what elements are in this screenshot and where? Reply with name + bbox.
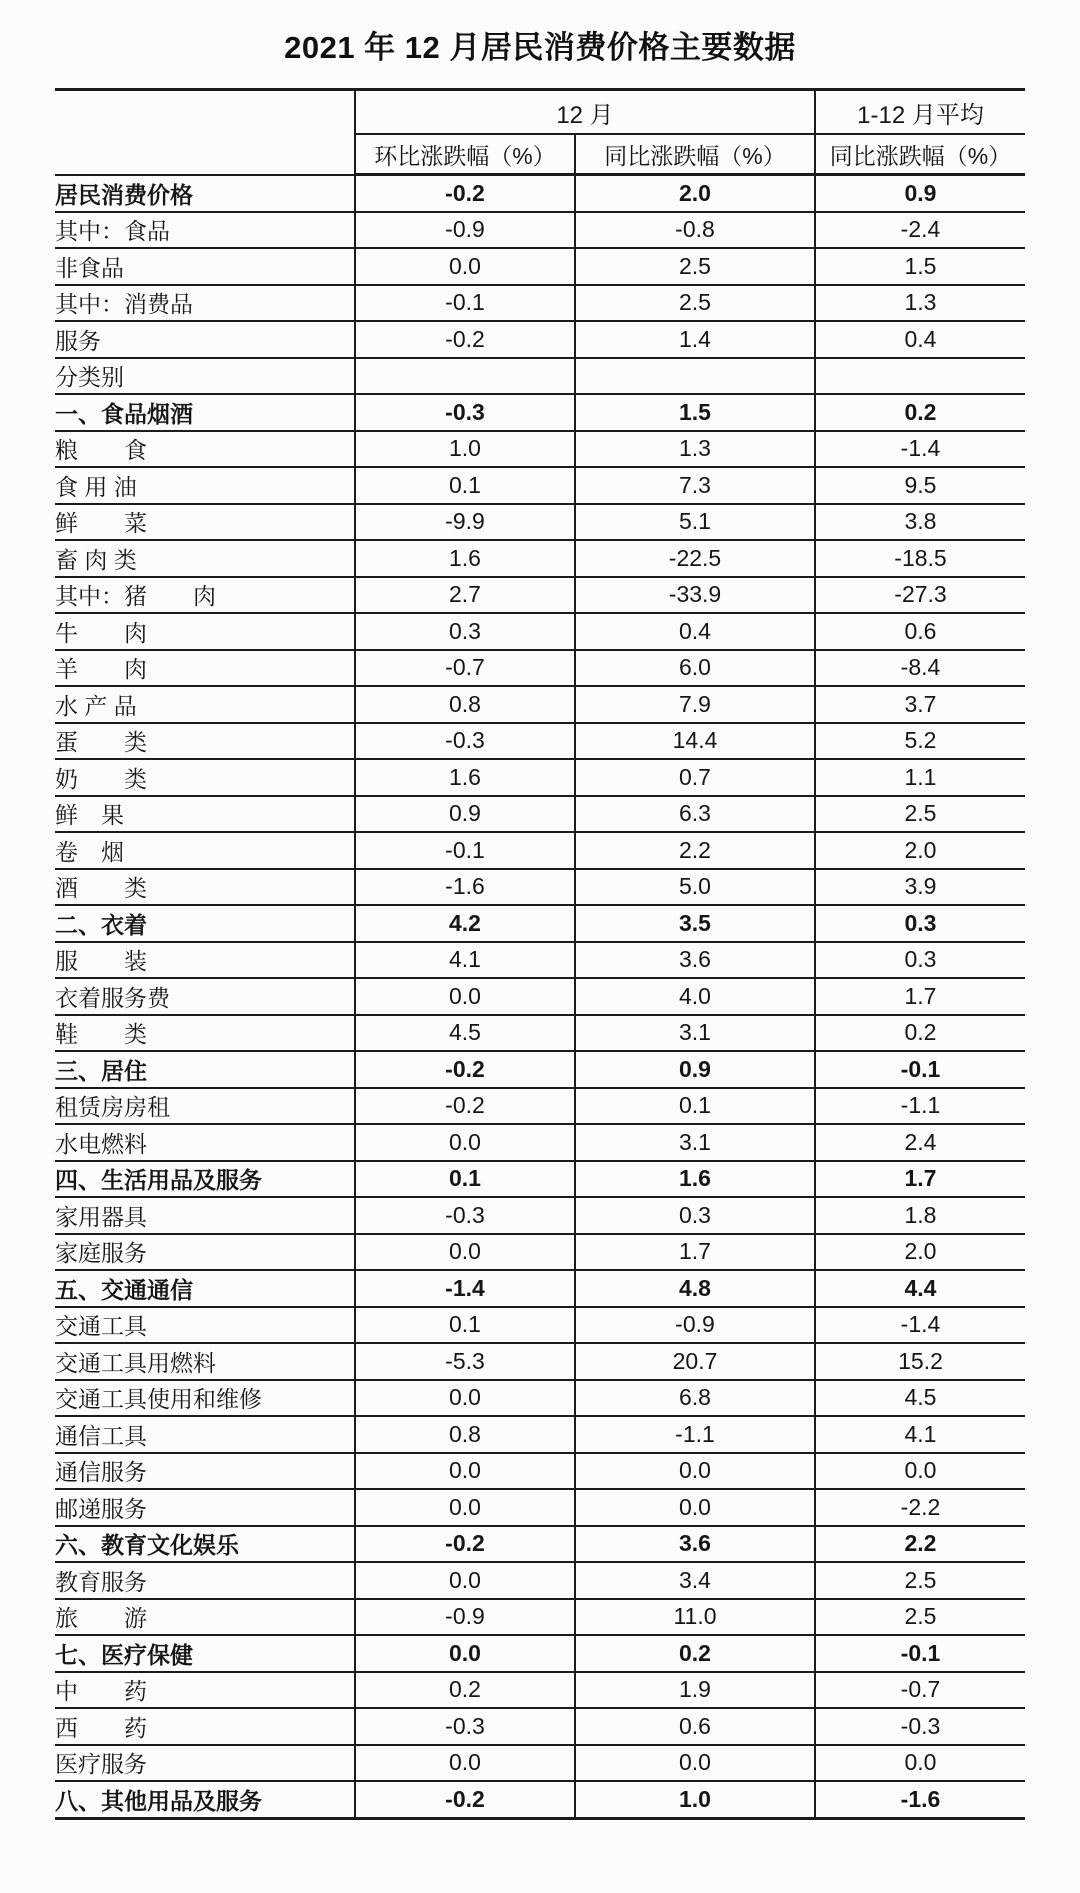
cell-yoy: 11.0 (575, 1599, 815, 1636)
cell-yoy: 0.0 (575, 1745, 815, 1782)
cell-mom: 2.7 (355, 577, 575, 614)
table-row (55, 1416, 1025, 1453)
cell-mom: 0.0 (355, 248, 575, 285)
row-label: 五、交通通信 (55, 1270, 355, 1307)
row-label: 服务 (55, 321, 355, 358)
cell-yoy: 0.6 (575, 1708, 815, 1745)
row-label: 七、医疗保健 (55, 1635, 355, 1672)
cell-yoy: -0.8 (575, 212, 815, 249)
header-mom: 环比涨跌幅（%） (355, 134, 575, 175)
cell-avg: 15.2 (815, 1343, 1025, 1380)
cell-avg: -0.1 (815, 1051, 1025, 1088)
cell-yoy: -1.1 (575, 1416, 815, 1453)
table-row (55, 759, 1025, 796)
cell-yoy: 3.6 (575, 942, 815, 979)
cell-mom: 0.0 (355, 1380, 575, 1417)
cell-avg: 2.0 (815, 1234, 1025, 1271)
cell-mom: 0.8 (355, 1416, 575, 1453)
cell-yoy: 2.5 (575, 285, 815, 322)
table-row (55, 1562, 1025, 1599)
cell-mom: -0.3 (355, 723, 575, 760)
cell-avg: -1.4 (815, 431, 1025, 468)
row-label: 通信工具 (55, 1416, 355, 1453)
row-label: 一、食品烟酒 (55, 394, 355, 431)
cell-mom: -0.3 (355, 1197, 575, 1234)
cell-avg: 3.7 (815, 686, 1025, 723)
cell-avg: 3.8 (815, 504, 1025, 541)
cell-avg: 1.1 (815, 759, 1025, 796)
cell-avg: -2.4 (815, 212, 1025, 249)
cell-yoy: 3.6 (575, 1526, 815, 1563)
row-label: 邮递服务 (55, 1489, 355, 1526)
cell-mom: 4.2 (355, 905, 575, 942)
table-row (55, 723, 1025, 760)
row-label: 分类别 (55, 358, 355, 395)
cell-avg: 1.8 (815, 1197, 1025, 1234)
cell-avg: 0.0 (815, 1453, 1025, 1490)
table-row (55, 504, 1025, 541)
cell-mom: -9.9 (355, 504, 575, 541)
table-row (55, 942, 1025, 979)
cell-mom: 1.0 (355, 431, 575, 468)
cell-mom: 0.0 (355, 1124, 575, 1161)
cell-avg: -0.7 (815, 1672, 1025, 1709)
table-row (55, 1635, 1025, 1672)
cell-yoy: 1.4 (575, 321, 815, 358)
cell-mom: 0.0 (355, 978, 575, 1015)
cell-mom: 1.6 (355, 759, 575, 796)
cell-avg: 1.7 (815, 1161, 1025, 1198)
table-row (55, 577, 1025, 614)
row-label: 教育服务 (55, 1562, 355, 1599)
table-row (55, 1270, 1025, 1307)
cell-mom: -0.7 (355, 650, 575, 687)
cell-mom: 0.0 (355, 1745, 575, 1782)
cell-avg: 4.4 (815, 1270, 1025, 1307)
cell-yoy: 3.1 (575, 1015, 815, 1052)
cell-avg: 4.5 (815, 1380, 1025, 1417)
cell-mom: 0.1 (355, 467, 575, 504)
cell-yoy: 0.1 (575, 1088, 815, 1125)
cell-mom: 4.1 (355, 942, 575, 979)
table-row (55, 1526, 1025, 1563)
table-row (55, 1015, 1025, 1052)
cell-yoy: 6.3 (575, 796, 815, 833)
header-avg-group: 1-12 月平均 (815, 90, 1025, 135)
header-dec-group: 12 月 (355, 90, 815, 135)
row-label: 三、居住 (55, 1051, 355, 1088)
cell-mom: 0.0 (355, 1562, 575, 1599)
row-label: 其中：消费品 (55, 285, 355, 322)
cell-avg: 0.3 (815, 942, 1025, 979)
cell-avg: 4.1 (815, 1416, 1025, 1453)
cell-mom: -0.9 (355, 1599, 575, 1636)
cell-avg: 2.5 (815, 796, 1025, 833)
cell-avg: 0.0 (815, 1745, 1025, 1782)
cell-avg: 1.3 (815, 285, 1025, 322)
cell-mom: -0.2 (355, 175, 575, 212)
cell-yoy: 0.0 (575, 1453, 815, 1490)
cell-yoy: 1.0 (575, 1781, 815, 1818)
row-label: 八、其他用品及服务 (55, 1781, 355, 1818)
row-label: 服 装 (55, 942, 355, 979)
row-label: 奶 类 (55, 759, 355, 796)
row-label: 中 药 (55, 1672, 355, 1709)
cell-mom: -5.3 (355, 1343, 575, 1380)
cell-avg: 0.6 (815, 613, 1025, 650)
table-row (55, 1088, 1025, 1125)
table-row (55, 175, 1025, 212)
cell-mom: 0.1 (355, 1161, 575, 1198)
page-title: 2021 年 12 月居民消费价格主要数据 (284, 30, 796, 65)
cell-avg: -1.4 (815, 1307, 1025, 1344)
row-label: 交通工具使用和维修 (55, 1380, 355, 1417)
cell-avg: 0.2 (815, 394, 1025, 431)
cell-yoy: 7.3 (575, 467, 815, 504)
row-label: 六、教育文化娱乐 (55, 1526, 355, 1563)
table-row (55, 1380, 1025, 1417)
cell-mom: 0.0 (355, 1234, 575, 1271)
cell-avg (815, 358, 1025, 395)
row-label: 医疗服务 (55, 1745, 355, 1782)
row-label: 鞋 类 (55, 1015, 355, 1052)
cell-yoy: -0.9 (575, 1307, 815, 1344)
table-row (55, 394, 1025, 431)
cell-yoy: -33.9 (575, 577, 815, 614)
table-row (55, 686, 1025, 723)
cell-yoy: 20.7 (575, 1343, 815, 1380)
table-row (55, 796, 1025, 833)
table-row (55, 248, 1025, 285)
cell-avg: 2.5 (815, 1562, 1025, 1599)
row-label: 交通工具用燃料 (55, 1343, 355, 1380)
header-corner-cell (55, 90, 355, 175)
row-label: 羊 肉 (55, 650, 355, 687)
cell-yoy: 3.4 (575, 1562, 815, 1599)
cell-avg: -1.6 (815, 1781, 1025, 1818)
table-row (55, 1197, 1025, 1234)
cell-avg: 0.9 (815, 175, 1025, 212)
table-row (55, 1234, 1025, 1271)
table-row (55, 1599, 1025, 1636)
table-row (55, 1161, 1025, 1198)
table-row (55, 1781, 1025, 1818)
table-row (55, 1124, 1025, 1161)
table-row (55, 832, 1025, 869)
cell-avg: 1.5 (815, 248, 1025, 285)
cell-mom: 1.6 (355, 540, 575, 577)
cpi-table (55, 88, 1025, 1820)
row-label: 鲜 菜 (55, 504, 355, 541)
cell-yoy: 1.6 (575, 1161, 815, 1198)
row-label: 非食品 (55, 248, 355, 285)
table-row (55, 1453, 1025, 1490)
cell-yoy: 3.1 (575, 1124, 815, 1161)
row-label: 水电燃料 (55, 1124, 355, 1161)
cell-avg: 5.2 (815, 723, 1025, 760)
cell-mom: -1.4 (355, 1270, 575, 1307)
cell-avg: 2.0 (815, 832, 1025, 869)
table-row (55, 285, 1025, 322)
table-row (55, 650, 1025, 687)
row-label: 租赁房房租 (55, 1088, 355, 1125)
cell-yoy: 4.0 (575, 978, 815, 1015)
cell-yoy: 14.4 (575, 723, 815, 760)
cell-yoy: 0.7 (575, 759, 815, 796)
cell-yoy: 0.4 (575, 613, 815, 650)
row-label: 西 药 (55, 1708, 355, 1745)
row-label: 二、衣着 (55, 905, 355, 942)
table-row (55, 1745, 1025, 1782)
cell-avg: 2.2 (815, 1526, 1025, 1563)
cell-avg: 2.5 (815, 1599, 1025, 1636)
row-label: 卷 烟 (55, 832, 355, 869)
row-label: 交通工具 (55, 1307, 355, 1344)
row-label: 食 用 油 (55, 467, 355, 504)
cell-mom: 0.2 (355, 1672, 575, 1709)
row-label: 其中：食品 (55, 212, 355, 249)
cell-avg: 2.4 (815, 1124, 1025, 1161)
table-row (55, 1343, 1025, 1380)
cell-yoy: 0.3 (575, 1197, 815, 1234)
cell-mom: -0.2 (355, 321, 575, 358)
row-label: 蛋 类 (55, 723, 355, 760)
row-label: 家庭服务 (55, 1234, 355, 1271)
cell-avg: -0.3 (815, 1708, 1025, 1745)
cell-mom: -0.2 (355, 1526, 575, 1563)
cell-mom: -0.2 (355, 1781, 575, 1818)
cell-mom: 4.5 (355, 1015, 575, 1052)
cell-mom: 0.0 (355, 1489, 575, 1526)
table-row (55, 467, 1025, 504)
cell-mom: 0.8 (355, 686, 575, 723)
row-label: 衣着服务费 (55, 978, 355, 1015)
table-row (55, 1672, 1025, 1709)
cell-avg: 1.7 (815, 978, 1025, 1015)
cell-yoy: 1.5 (575, 394, 815, 431)
table-row (55, 978, 1025, 1015)
row-label: 四、生活用品及服务 (55, 1161, 355, 1198)
cell-avg: 0.4 (815, 321, 1025, 358)
row-label: 酒 类 (55, 869, 355, 906)
row-label: 牛 肉 (55, 613, 355, 650)
header-yoy: 同比涨跌幅（%） (575, 134, 815, 175)
header-avg-yoy: 同比涨跌幅（%） (815, 134, 1025, 175)
cell-avg: -27.3 (815, 577, 1025, 614)
cell-avg: 0.3 (815, 905, 1025, 942)
cell-mom: -0.3 (355, 394, 575, 431)
cell-yoy: 5.0 (575, 869, 815, 906)
row-label: 粮 食 (55, 431, 355, 468)
cell-yoy: -22.5 (575, 540, 815, 577)
cell-yoy: 7.9 (575, 686, 815, 723)
table-row (55, 212, 1025, 249)
cell-mom: 0.0 (355, 1453, 575, 1490)
row-label: 家用器具 (55, 1197, 355, 1234)
cell-mom: 0.9 (355, 796, 575, 833)
table-row (55, 431, 1025, 468)
cell-yoy: 4.8 (575, 1270, 815, 1307)
cell-yoy: 2.5 (575, 248, 815, 285)
cell-mom: -0.1 (355, 832, 575, 869)
cell-yoy: 3.5 (575, 905, 815, 942)
row-label: 通信服务 (55, 1453, 355, 1490)
table-row (55, 613, 1025, 650)
cell-avg: -8.4 (815, 650, 1025, 687)
table-row (55, 1051, 1025, 1088)
cell-yoy: 2.0 (575, 175, 815, 212)
cell-avg: 9.5 (815, 467, 1025, 504)
row-label: 其中：猪 肉 (55, 577, 355, 614)
table-row (55, 540, 1025, 577)
cell-mom: 0.0 (355, 1635, 575, 1672)
cell-mom: -0.1 (355, 285, 575, 322)
table-row (55, 905, 1025, 942)
cell-yoy: 1.3 (575, 431, 815, 468)
table-row (55, 869, 1025, 906)
cell-yoy: 1.9 (575, 1672, 815, 1709)
cell-mom (355, 358, 575, 395)
table-body (55, 175, 1025, 1819)
table-row (55, 321, 1025, 358)
cell-yoy: 6.0 (575, 650, 815, 687)
table-header (55, 90, 1025, 175)
cell-avg: -18.5 (815, 540, 1025, 577)
cell-yoy: 0.0 (575, 1489, 815, 1526)
table-row (55, 1708, 1025, 1745)
table-row (55, 1307, 1025, 1344)
row-label: 畜 肉 类 (55, 540, 355, 577)
row-label: 鲜 果 (55, 796, 355, 833)
cell-mom: -1.6 (355, 869, 575, 906)
table-row (55, 358, 1025, 395)
cell-avg: -2.2 (815, 1489, 1025, 1526)
cell-yoy: 0.2 (575, 1635, 815, 1672)
row-label: 居民消费价格 (55, 175, 355, 212)
cell-mom: 0.3 (355, 613, 575, 650)
row-label: 水 产 品 (55, 686, 355, 723)
cell-avg: 0.2 (815, 1015, 1025, 1052)
cell-mom: -0.3 (355, 1708, 575, 1745)
cell-mom: 0.1 (355, 1307, 575, 1344)
header-group-row (55, 90, 1025, 135)
cell-mom: -0.2 (355, 1088, 575, 1125)
cell-yoy: 0.9 (575, 1051, 815, 1088)
cell-avg: -0.1 (815, 1635, 1025, 1672)
table-row (55, 1489, 1025, 1526)
cell-avg: 3.9 (815, 869, 1025, 906)
cell-yoy: 2.2 (575, 832, 815, 869)
cell-avg: -1.1 (815, 1088, 1025, 1125)
cell-yoy: 6.8 (575, 1380, 815, 1417)
cell-mom: -0.9 (355, 212, 575, 249)
row-label: 旅 游 (55, 1599, 355, 1636)
cell-yoy (575, 358, 815, 395)
cell-yoy: 1.7 (575, 1234, 815, 1271)
cell-mom: -0.2 (355, 1051, 575, 1088)
cell-yoy: 5.1 (575, 504, 815, 541)
